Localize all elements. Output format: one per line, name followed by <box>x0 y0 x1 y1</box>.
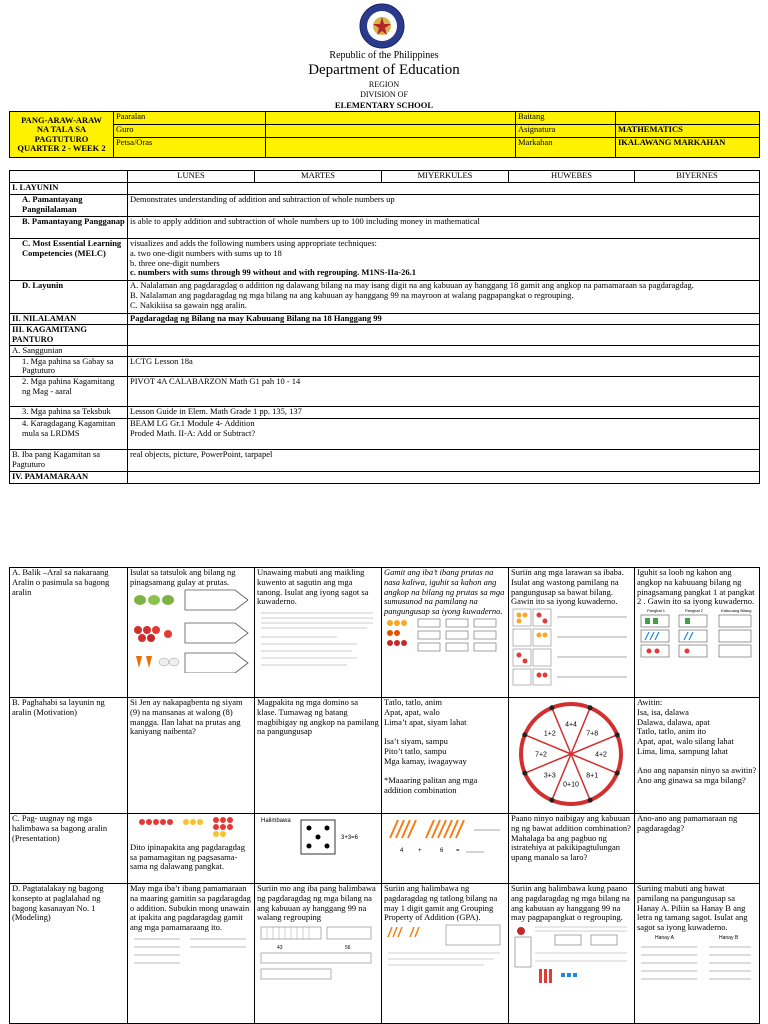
hanay-a-label: Hanay A <box>655 934 674 941</box>
svg-text:4: 4 <box>400 848 404 854</box>
story-questions-figure <box>257 607 377 679</box>
proc-c-label: C. Pag- uugnay ng mga halimbawa sa bagong aralin (Presentation) <box>10 814 128 884</box>
ref2-label: 2. Mga pahina Kagamitang ng Mag - aaral <box>10 377 128 407</box>
melon-icons <box>134 595 174 605</box>
layunin-text: A. Nalalaman ang pagdaragdag o addition ng dalawang bilang na may isang digit na ang kabuuan ay hanggang 18 gamit ang angkop na pamamaraan sa pagdaragdag. B. Nalalaman ang pagdaragdag ng mga bilang na ang kabuuan ay hanggang 99 na mayroon at walang pagpapangkat o regrouping. C. Nakikiisa sa gawain ngg aralin. <box>128 281 760 314</box>
proc-b-miyerkules: Tatlo, tatlo, anim Apat, apat, walo Lima’t apat, siyam lahat Isa’t siyam, sampu Pito’t tatlo, sampu Mga kamay, iwagayway *Maaaring palitan ang mga addition combination <box>382 698 509 814</box>
asignatura-label: Asignatura <box>516 125 616 138</box>
apple-icons <box>134 626 172 642</box>
wheel-peg <box>522 771 527 776</box>
domino-caption: Halimbawa <box>261 818 291 824</box>
svg-text:56: 56 <box>345 945 351 952</box>
wheel-label: 7+2 <box>535 751 547 759</box>
ref2-text: PIVOT 4A CALABARZON Math G1 pah 10 - 14 <box>128 377 760 407</box>
wheel-peg <box>588 798 593 803</box>
layunin-label: D. Layunin <box>10 281 128 314</box>
deped-seal <box>352 2 412 50</box>
regrouping-example-figure <box>511 923 631 987</box>
apples-groups-figure <box>130 814 250 840</box>
region-text: REGION <box>368 80 400 89</box>
domino-equation: 3+3=6 <box>341 835 359 841</box>
wheel-label: 4+4 <box>565 721 577 729</box>
proc-b-biyernes: Awitin: Isa, isa, dalawa Dalawa, dalawa, apat Tatlo, tatlo, anim ito Apat, apat, walo silang lahat Lima, lima, sampung lahat Ano ang napansin ninyo sa awitin? Ano ang ginawa sa mga bilang? <box>635 698 760 814</box>
ref3-text: Lesson Guide in Elem. Math Grade 1 pp. 135, 137 <box>128 407 760 419</box>
svg-text:43: 43 <box>277 945 283 952</box>
proc-b-label: B. Paghahabi sa layunin ng aralin (Motivation) <box>10 698 128 814</box>
svg-text:+: + <box>418 848 422 854</box>
proc-d-lunes: May mga iba’t ibang pamamaraan na maaring gamitin sa pagdaragdag o addition. Subukin mong unawain at ipakita ang pagdaragdag gamit ang mga pamamaraang ito. <box>128 884 255 1024</box>
proc-c-lunes: Dito ipinapakita ang pagdaragdag sa pamamagitan ng pagsasama-sama ng dalawang pangkat. <box>128 814 255 884</box>
proc-a-label: A. Balik –Aral sa nakaraang Aralin o pasimula sa bagong aralin <box>10 568 128 698</box>
proc-c-miyerkules <box>382 814 509 884</box>
blocks-regrouping-figure <box>257 923 377 983</box>
hanay-matching-figure <box>637 933 755 993</box>
addition-wheel <box>511 698 631 810</box>
pencil-addition-figure <box>384 814 504 858</box>
proc-c-martes <box>255 814 382 884</box>
nilalaman-text: Pagdaragdag ng Bilang na may Kabuuang Bilang na 18 Hanggang 99 <box>128 314 760 325</box>
proc-d-biyernes: Suriing mabuti ang bawat pamilang na pangungusap sa Hanay A. Piliin sa Hanay B ang letra ng tamang sagot. Isulat ang sagot sa iyong kuwaderno. Hanay A Hanay B <box>635 884 760 1024</box>
pangkat2-caption: Pangkat 2 <box>685 608 704 614</box>
wheel-label: 0+10 <box>563 781 579 789</box>
pamantayang-pangganap-text: is able to apply addition and subtraction of whole numbers up to 100 including money in mathematical <box>128 217 760 239</box>
wheel-label: 8+1 <box>586 772 599 780</box>
wheel-peg <box>615 732 620 737</box>
pamantayang-pangnilalaman-label: A. Pamantayang Pangnilalaman <box>10 195 128 217</box>
day-lunes: LUNES <box>128 171 255 183</box>
wheel-label: 4+2 <box>595 751 607 759</box>
proc-d-martes: Suriin mo ang iba pang halimbawa ng pagdaragdag ng mga bilang na ang kabuuan ay hanggang 99 na walang regrouping 43 56 <box>255 884 382 1024</box>
department-title: Department of Education <box>308 62 460 78</box>
proc-b-martes: Magpakita ng mga domino sa klase. Tumawag ng batang magbibigay ng angkop na pamilang na pangungusap <box>255 698 382 814</box>
markahan-value: IKALAWANG MARKAHAN <box>616 138 760 158</box>
proc-d-miyerkules: Suriin ang halimbawa ng pagdaragdag ng tatlong bilang na may 1 digit gamit ang Grouping Property of Addition (GPA). <box>382 884 509 1024</box>
proc-a-biyernes: Iguhit sa loob ng kahon ang angkop na kabuuang bilang ng pinagsamang pangkat 1 at pangkat 2 . Gawin ito sa iyong kuwaderno. Pangkat 1 Pangkat 2 Kabuuang Bilang <box>635 568 760 698</box>
proc-b-huwebes <box>509 698 635 814</box>
wheel-peg <box>522 732 527 737</box>
group-boxes-figure <box>637 607 755 659</box>
guro-value <box>266 125 516 138</box>
paaralan-value <box>266 112 516 125</box>
svg-text:=: = <box>456 848 460 854</box>
ref1-label: 1. Mga pahina sa Gabay sa Pagtuturo <box>10 356 128 377</box>
proc-a-huwebes: Suriin ang mga larawan sa ibaba. Isulat ang wastong pamilang na pangungusap sa bawat bilang. Gawin ito sa iyong kuwaderno. <box>509 568 635 698</box>
ref1-text: LCTG Lesson 18a <box>128 356 760 377</box>
asignatura-value: MATHEMATICS <box>616 125 760 138</box>
vegetable-fruit-figure <box>130 588 250 673</box>
day-huwebes: HUWEBES <box>509 171 635 183</box>
nilalaman-label: II. NILALAMAN <box>10 314 128 325</box>
dll-title: PANG-ARAW-ARAW NA TALA SA PAGTUTURO QUARTER 2 - WEEK 2 <box>10 112 114 158</box>
ref4-label: 4. Karagdagang Kagamitan mula sa LRDMS <box>10 419 128 450</box>
division-text: DIVISION OF <box>360 90 408 99</box>
wheel-peg <box>615 771 620 776</box>
proc-d-label: D. Pagtatalakay ng bagong konsepto at paglalahad ng bagong kasanayan No. 1 (Modeling) <box>10 884 128 1024</box>
day-martes: MARTES <box>255 171 382 183</box>
pangkat1-caption: Pangkat 1 <box>647 608 666 614</box>
melc-label: C. Most Essential Learning Competencies (MELC) <box>10 239 128 281</box>
wheel-peg <box>549 705 554 710</box>
kabuuan-caption: Kabuuang Bilang <box>721 608 752 614</box>
proc-c-huwebes: Paano ninyo naibigay ang kabuuan ng ng bawat addition combination? Mahalaga ba ang pagbuo ng istratehiya at pakikipagtulungan upang manalo sa laro? <box>509 814 635 884</box>
baitang-label: Baitang <box>516 112 616 125</box>
proc-a-lunes: Isulat sa tatsulok ang bilang ng pinagsamang gulay at prutas. <box>128 568 255 698</box>
sanggunian-label: A. Sanggunian <box>10 345 128 356</box>
picture-sentences-figure <box>511 607 631 687</box>
carrot-icons <box>136 656 179 668</box>
proc-a-martes: Unawaing mabuti ang maikling kuwento at sagutin ang mga tanong. Isulat ang iyong sagot sa kuwaderno. <box>255 568 382 698</box>
ref3-label: 3. Mga pahina sa Teksbuk <box>10 407 128 419</box>
petsa-value <box>266 138 516 158</box>
petsa-label: Petsa/Oras <box>114 138 266 158</box>
proc-b-lunes: Si Jen ay nakapagbenta ng siyam (9) na mansanas at walong (8) mangga. Ilan lahat na prutas ang kaniyang naibenta? <box>128 698 255 814</box>
gpa-example-figure <box>384 923 504 967</box>
baitang-value <box>616 112 760 125</box>
proc-d-huwebes: Suriin ang halimbawa kung paano ang pagdaragdag ng mga bilang na ang kabuuan ay hanggang 99 na may pagpapangkat o regrouping. <box>509 884 635 1024</box>
domino-figure <box>257 814 377 858</box>
school-text: ELEMENTARY SCHOOL <box>334 100 434 110</box>
paaralan-label: Paaralan <box>114 112 266 125</box>
wheel-label: 3+3 <box>543 772 556 780</box>
plan-table <box>9 170 760 484</box>
pamantayang-pangnilalaman-text: Demonstrates understanding of addition and subtraction of whole numbers up <box>128 195 760 217</box>
proc-c-biyernes: Ano-ano ang pamamaraan ng pagdaragdag? <box>635 814 760 884</box>
kagamitan-label: III. KAGAMITANG PANTURO <box>10 325 128 346</box>
svg-text:6: 6 <box>440 848 444 854</box>
ref4-text: BEAM LG Gr.1 Module 4- Addition Proded Math. II-A: Add or Subtract? <box>128 419 760 450</box>
layunin-heading: I. LAYUNIN <box>10 183 128 195</box>
hanay-b-label: Hanay B <box>719 934 739 941</box>
pamantayang-pangganap-label: B. Pamantayang Pangganap <box>10 217 128 239</box>
pamamaraan-label: IV. PAMAMARAAN <box>10 472 128 484</box>
wheel-peg <box>588 705 593 710</box>
melc-text: visualizes and adds the following numbers using appropriate techniques: a. two one-digit numbers with sums up to 18 b. three one-digit numbers c. numbers with sums through 99 without and with regrouping. M1NS-IIa-26.1 <box>128 239 760 281</box>
markahan-label: Markahan <box>516 138 616 158</box>
proc-a-miyerkules: Gamit ang iba’t ibang prutas na nasa kaliwa, iguhit sa kahon ang angkop na bilang ng prutas sa mga sumusunod na pamilang na pangungusap sa iyong kuwaderno. <box>382 568 509 698</box>
wheel-peg <box>549 798 554 803</box>
fruit-equation-figure <box>384 617 504 657</box>
day-biyernes: BIYERNES <box>635 171 760 183</box>
iba-pang-kagamitan-label: B. Iba pang Kagamitan sa Pagtuturo <box>10 450 128 472</box>
procedure-table <box>9 567 760 1024</box>
guro-label: Guro <box>114 125 266 138</box>
republic-text: Republic of the Philippines <box>329 50 439 61</box>
addition-methods-figure <box>130 933 250 967</box>
wheel-label: 7+8 <box>586 730 599 738</box>
info-table <box>9 111 760 158</box>
day-miyerkules: MIYERKULES <box>382 171 509 183</box>
wheel-label: 1+2 <box>543 730 556 738</box>
iba-pang-kagamitan-text: real objects, picture, PowerPoint, tarpapel <box>128 450 760 472</box>
